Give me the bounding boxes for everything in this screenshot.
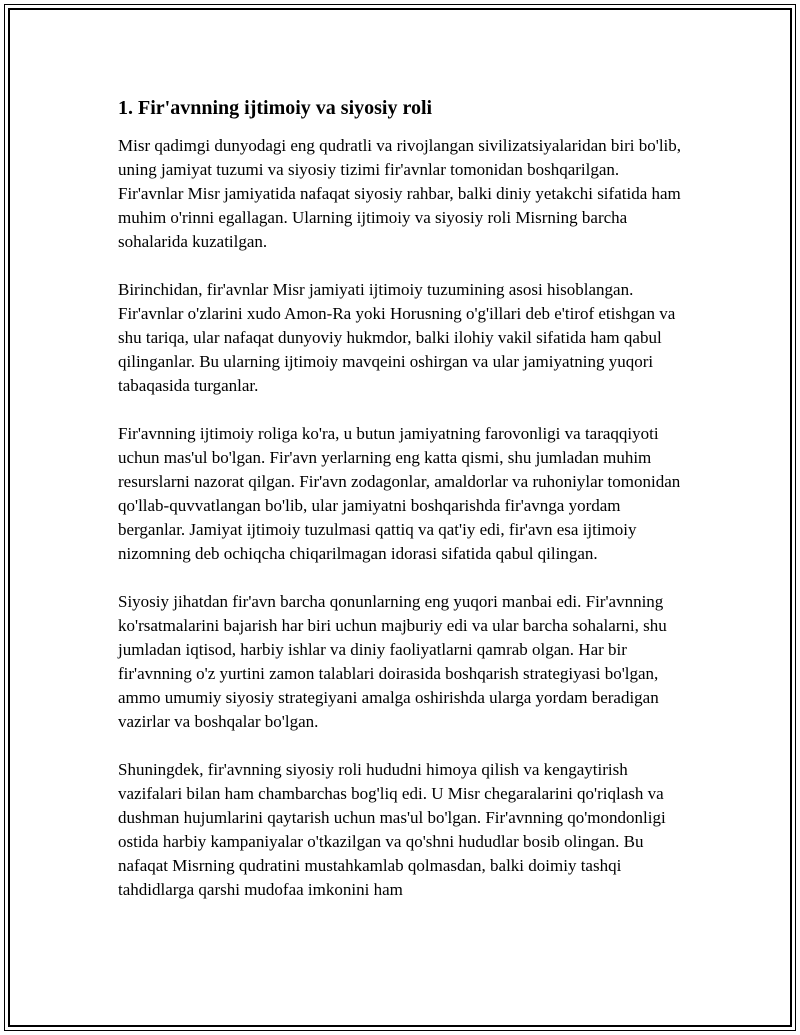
paragraph-3: Fir'avnning ijtimoiy roliga ko'ra, u butun jamiyatning farovonligi va taraqqiyoti uchun mas'ul bo'lgan. Fir'avn yerlarning eng katta qismi, shu jumladan muhim resurslarni nazorat qilgan. Fir'avn zodagonlar, amaldorlar va ruhoniylar tomonidan qo'llab-quvvatlangan bo'lib, ular jamiyatni boshqarishda fir'avnga yordam berganlar. Jamiyat ijtimoiy tuzulmasi qattiq va qat'iy edi, fir'avn esa ijtimoiy nizomning deb ochiqcha chiqarilmagan idorasi sifatida qabul qilingan. (118, 424, 681, 563)
document-body (118, 96, 688, 926)
paragraph-1: Misr qadimgi dunyodagi eng qudratli va rivojlangan sivilizatsiyalaridan biri bo'lib, uning jamiyat tuzumi va siyosiy tizimi fir'avnlar tomonidan boshqarilgan. Fir'avnlar Misr jamiyatida nafaqat siyosiy rahbar, balki diniy yetakchi sifatida ham muhim o'rinni egallagan. Ularning ijtimoiy va siyosiy roli Misrning barcha sohalarida kuzatilgan. (118, 136, 682, 251)
paragraph-2: Birinchidan, fir'avnlar Misr jamiyati ijtimoiy tuzumining asosi hisoblangan. Fir'avnlar o'zlarini xudo Amon-Ra yoki Horusning o'g'illari deb e'tirof etishgan va shu tariqa, ular nafaqat dunyoviy hukmdor, balki ilohiy vakil sifatida ham qabul qilinganlar. Bu ularning ijtimoiy mavqeini oshirgan va ular jamiyatning yuqori tabaqasida turganlar. (118, 280, 676, 395)
paragraph-4: Siyosiy jihatdan fir'avn barcha qonunlarning eng yuqori manbai edi. Fir'avnning ko'rsatmalarini bajarish har biri uchun majburiy edi va ular barcha sohalarni, shu jumladan iqtisod, harbiy ishlar va diniy faoliyatlarni qamrab olgan. Har bir fir'avnning o'z yurtini zamon talablari doirasida boshqarish strategiyasi bo'lgan, ammo umumiy siyosiy strategiyani amalga oshirishda ularga yordam beradigan vazirlar va boshqalar bo'lgan. (118, 592, 667, 731)
section-heading: 1. Fir'avnning ijtimoiy va siyosiy roli (118, 97, 433, 119)
paragraph-5: Shuningdek, fir'avnning siyosiy roli hududni himoya qilish va kengaytirish vazifalari bilan ham chambarchas bog'liq edi. U Misr chegaralarini qo'riqlash va dushman hujumlarini qaytarish uchun mas'ul bo'lgan. Fir'avnning qo'mondonligi ostida harbiy kampaniyalar o'tkazilgan va qo'shni hududlar bosib olingan. Bu nafaqat Misrning qudratini mustahkamlab qolmasdan, balki doimiy tashqi tahdidlarga qarshi mudofaa imkonini ham (118, 760, 666, 899)
